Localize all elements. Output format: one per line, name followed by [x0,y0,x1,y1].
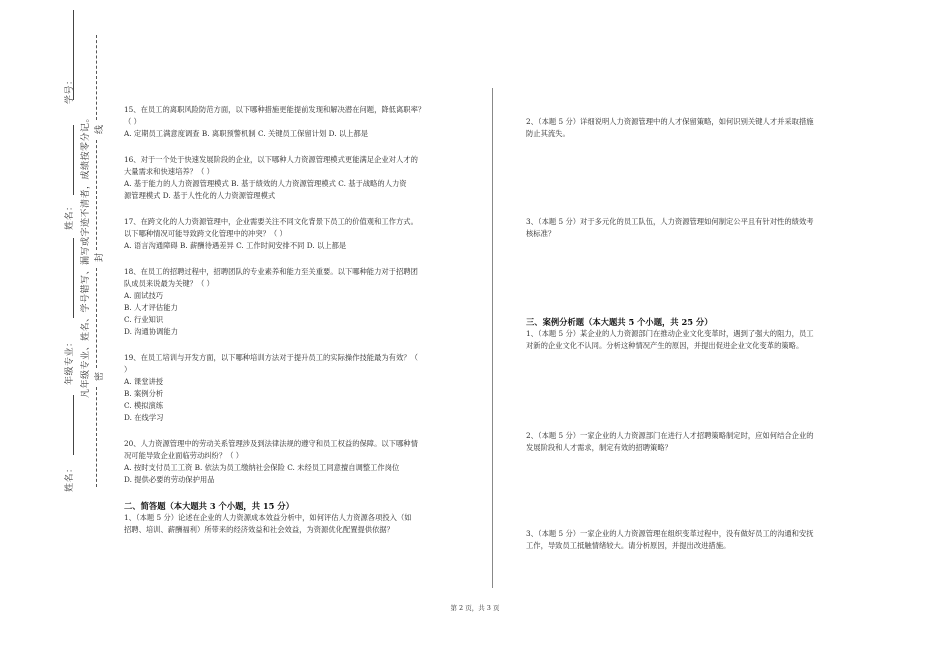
section-title-case-analysis: 三、案例分析题（本大题共 5 个小题，共 25 分） [526,317,713,327]
question-stem-cont: （ ） [124,117,141,126]
question-stem-cont: ） [124,365,132,374]
label-grade-major: 年级专业： [65,337,75,385]
cut-line-lower [96,268,97,368]
right-column-q3 [526,216,866,240]
question-20 [124,438,469,486]
short-question-1-cont: 招聘、培训、薪酬福利）所带来的经济效益和社会效益，为资源优化配置提供依据？ [124,525,394,534]
option-a: A. 面试技巧 [124,291,164,300]
binding-notice: 凡年级专业、姓名、学号错写、漏写或字迹不清者，成绩按零分记。 [81,112,91,398]
question-stem: 15、在员工的离职风险防范方面，以下哪种措施更能提前发现和解决潜在问题，降低离职率？ [124,105,426,114]
margin-rule-mid [73,238,74,318]
short-question-2: 2、（本题 5 分）详细说明人力资源管理中的人才保留策略，如何识别关键人才并采取措施 [526,117,814,126]
right-column-case-3 [526,528,866,552]
margin-rule-lower [73,395,74,455]
question-stem: 20、人力资源管理中的劳动关系管理涉及到法律法规的遵守和员工权益的保障。以下哪种情 [124,439,418,448]
question-stem: 18、在员工的招聘过程中，招聘团队的专业素养和能力至关重要。以下哪种能力对于招聘团 [124,267,418,276]
question-17 [124,216,469,252]
section-title-short-answer: 二、简答题（本大题共 3 个小题，共 15 分） [124,501,294,511]
case-question-2-cont: 发展阶段和人才需求，制定有效的招聘策略？ [526,443,672,452]
option-d: D. 沟通协调能力 [124,327,179,336]
question-options-cont: D. 提供必要的劳动保护用品 [124,475,215,484]
page-footer: 第 2 页，共 3 页 [450,604,500,612]
cut-line-upper [96,140,97,250]
question-19 [124,352,469,424]
question-15 [124,104,469,140]
case-question-3-cont: 工作，导致员工抵触情绪较大。请分析原因，并提出改进措施。 [526,541,731,550]
question-options-cont: 源管理模式 D. 基于人性化的人力资源管理模式 [124,191,276,200]
question-stem-cont: 大量需求和快速培养？（ ） [124,167,214,176]
mark-line: 线 [95,124,105,134]
case-question-1: 1、（本题 5 分）某企业的人力资源部门在推动企业文化变革时，遇到了强大的阻力，员工 [526,329,814,338]
question-options: A. 语言沟通障碍 B. 薪酬待遇差异 C. 工作时间安排不同 D. 以上都是 [124,241,347,250]
column-divider [492,88,493,588]
left-column [124,104,469,536]
case-question-1-cont: 对新的企业文化不认同。分析这种情况产生的原因，并提出促进企业文化变革的策略。 [526,341,804,350]
case-question-2: 2、（本题 5 分）一家企业的人力资源部门在进行人才招聘策略制定时，应如何结合企业的 [526,431,814,440]
margin-rule-name [73,125,74,195]
short-question-3-cont: 核标准？ [526,229,556,238]
option-c: C. 行业知识 [124,315,164,324]
binding-margin [0,0,110,672]
cut-line-top [96,35,97,120]
right-column-case [526,316,866,352]
option-b: B. 人才评估能力 [124,303,178,312]
label-name-top: 姓名： [65,201,75,230]
question-stem-cont: 队成员来说最为关键？（ ） [124,279,214,288]
option-c: C. 模拟演练 [124,401,164,410]
right-column [526,116,866,140]
question-stem-cont: 况可能导致企业面临劳动纠纷？（ ） [124,451,244,460]
cut-line-bottom [96,387,97,487]
short-question-1: 1、（本题 5 分）论述在企业的人力资源成本效益分析中，如何评估人力资源各项投入（如 [124,513,412,522]
label-name-bottom: 姓名： [65,463,75,492]
question-stem: 19、在员工培训与开发方面，以下哪种培训方法对于提升员工的实际操作技能最为有效？（ [124,353,418,362]
mark-secret: 密 [95,371,105,381]
option-a: A. 课堂讲授 [124,377,164,386]
mark-seal: 封 [95,252,105,262]
question-stem: 17、在跨文化的人力资源管理中，企业需要关注不同文化背景下员工的价值观和工作方式。 [124,217,418,226]
question-18 [124,266,469,338]
question-stem-cont: 以下哪种情况可能导致跨文化管理中的冲突？（ ） [124,229,287,238]
option-d: D. 在线学习 [124,413,164,422]
question-stem: 16、对于一个处于快速发展阶段的企业，以下哪种人力资源管理模式更能满足企业对人才的 [124,155,418,164]
question-options: A. 定期员工满意度调查 B. 离职预警机制 C. 关键员工保留计划 D. 以上都是 [124,129,369,138]
question-options: A. 按时支付员工工资 B. 依法为员工缴纳社会保险 C. 未经员工同意擅自调整工作岗位 [124,463,400,472]
question-16 [124,154,469,202]
label-student-no: 学号： [65,75,75,104]
right-column-case-2 [526,430,866,454]
question-options: A. 基于能力的人力资源管理模式 B. 基于绩效的人力资源管理模式 C. 基于战略的人力资 [124,179,407,188]
option-b: B. 案例分析 [124,389,164,398]
short-question-2-cont: 防止其流失。 [526,129,570,138]
short-question-3: 3、（本题 5 分）对于多元化的员工队伍，人力资源管理如何制定公平且有针对性的绩效考 [526,217,814,226]
case-question-3: 3、（本题 5 分）一家企业的人力资源管理在组织变革过程中，没有做好员工的沟通和安抚 [526,529,814,538]
